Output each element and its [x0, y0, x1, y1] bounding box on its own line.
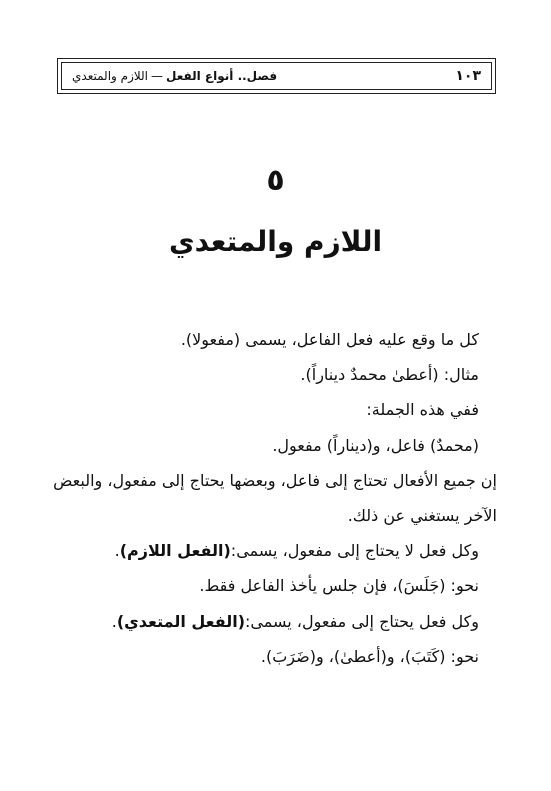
- paragraph-line: كل ما وقع عليه فعل الفاعل، يسمى (مفعولا).: [180, 330, 479, 349]
- paragraph-line: نحو: (جَلَسَ)، فإن جلس يأخذ الفاعل فقط.: [199, 576, 479, 596]
- line-end: .: [111, 611, 117, 631]
- paragraph-line: مثال: (أعطىٰ محمدٌ ديناراً).: [300, 365, 479, 385]
- page-header: [61, 62, 492, 90]
- paragraph-line: [69, 604, 479, 639]
- chapter-title: اللازم والمتعدي: [168, 225, 383, 258]
- paragraph-line: [69, 533, 479, 568]
- running-title-main: فصل.. أنواع الفعل: [166, 69, 278, 83]
- chapter-number: ٥: [266, 163, 285, 198]
- paragraph-line: نحو: (كَتَبَ)، و(أعطىٰ)، و(ضَرَبَ).: [260, 646, 479, 666]
- term-transitive: (الفعل المتعدي): [116, 611, 246, 631]
- running-title-separator: —: [151, 69, 164, 83]
- line-end: .: [114, 541, 120, 561]
- running-title: [72, 69, 277, 83]
- page-number: ١٠٣: [455, 68, 481, 84]
- paragraph-line: (محمدٌ) فاعل، و(ديناراً) مفعول.: [272, 435, 479, 455]
- term-intransitive: (الفعل اللازم): [119, 541, 231, 561]
- body-text: [53, 322, 497, 674]
- definition-text: وكل فعل يحتاج إلى مفعول، يسمى:: [245, 611, 479, 631]
- paragraph-line: الآخر يستغني عن ذلك.: [347, 505, 497, 525]
- paragraph-line: ففي هذه الجملة:: [366, 400, 479, 420]
- running-title-subtitle: اللازم والمتعدي: [72, 69, 149, 83]
- definition-text: وكل فعل لا يحتاج إلى مفعول، يسمى:: [230, 541, 479, 561]
- paragraph-line: إن جميع الأفعال تحتاج إلى فاعل، وبعضها يحتاج إلى مفعول، والبعض: [53, 470, 497, 490]
